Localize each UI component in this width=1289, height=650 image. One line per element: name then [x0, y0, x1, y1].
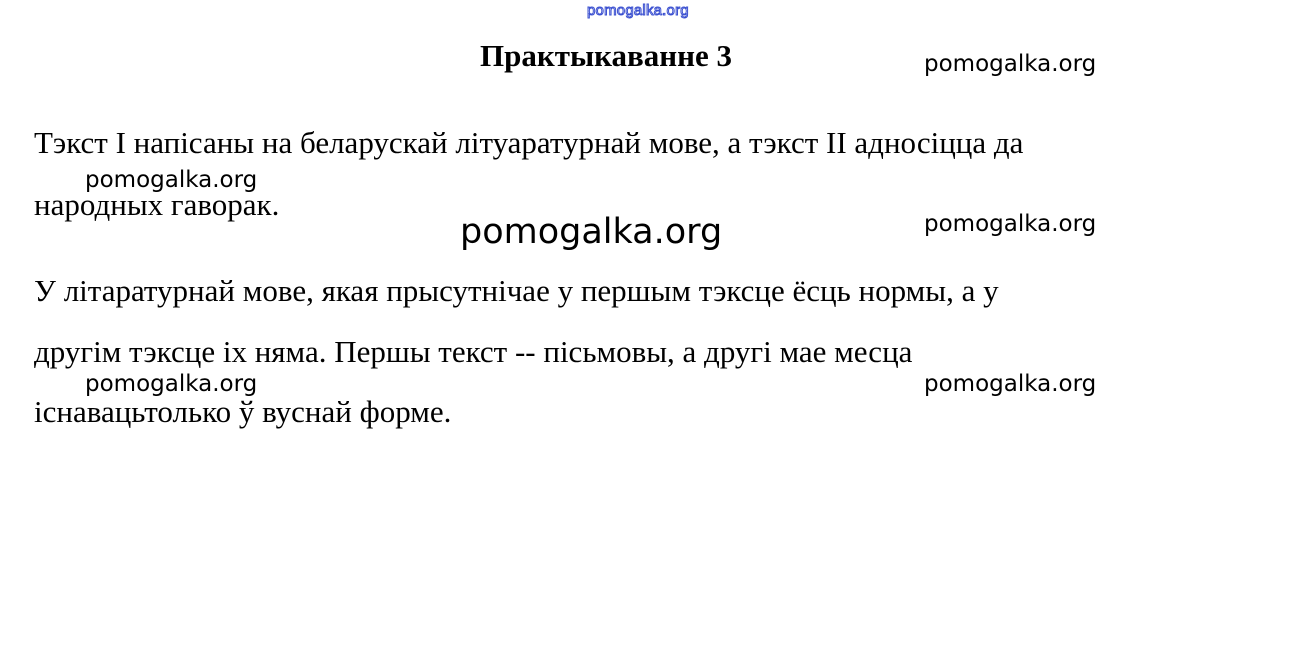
text-line-4: другім тэксце іх няма. Першы текст -- пісьмовы, а другі мае месца: [34, 334, 913, 369]
watermark-right-2: pomogalka.org: [924, 371, 1097, 397]
text-line-3: У літаратурнай мове, якая прысутнічае у першым тэксце ёсць нормы, а у: [34, 273, 999, 308]
text-line-2: народных гаворак.: [34, 187, 280, 222]
watermark-center: pomogalka.org: [460, 212, 723, 252]
text-line-1: Тэкст I напісаны на беларускай літуаратурнай мове, а тэкст II адносіцца да: [34, 125, 1024, 160]
top-watermark[interactable]: pomogalka.org: [587, 2, 689, 19]
watermark-top-right: pomogalka.org: [924, 51, 1097, 77]
watermark-left-1: pomogalka.org: [85, 167, 258, 193]
watermark-right-1: pomogalka.org: [924, 211, 1097, 237]
page-title: Практыкаванне 3: [480, 38, 733, 73]
text-line-5: існавацьтолько ў вуснай форме.: [34, 394, 452, 429]
watermark-left-2: pomogalka.org: [85, 371, 258, 397]
